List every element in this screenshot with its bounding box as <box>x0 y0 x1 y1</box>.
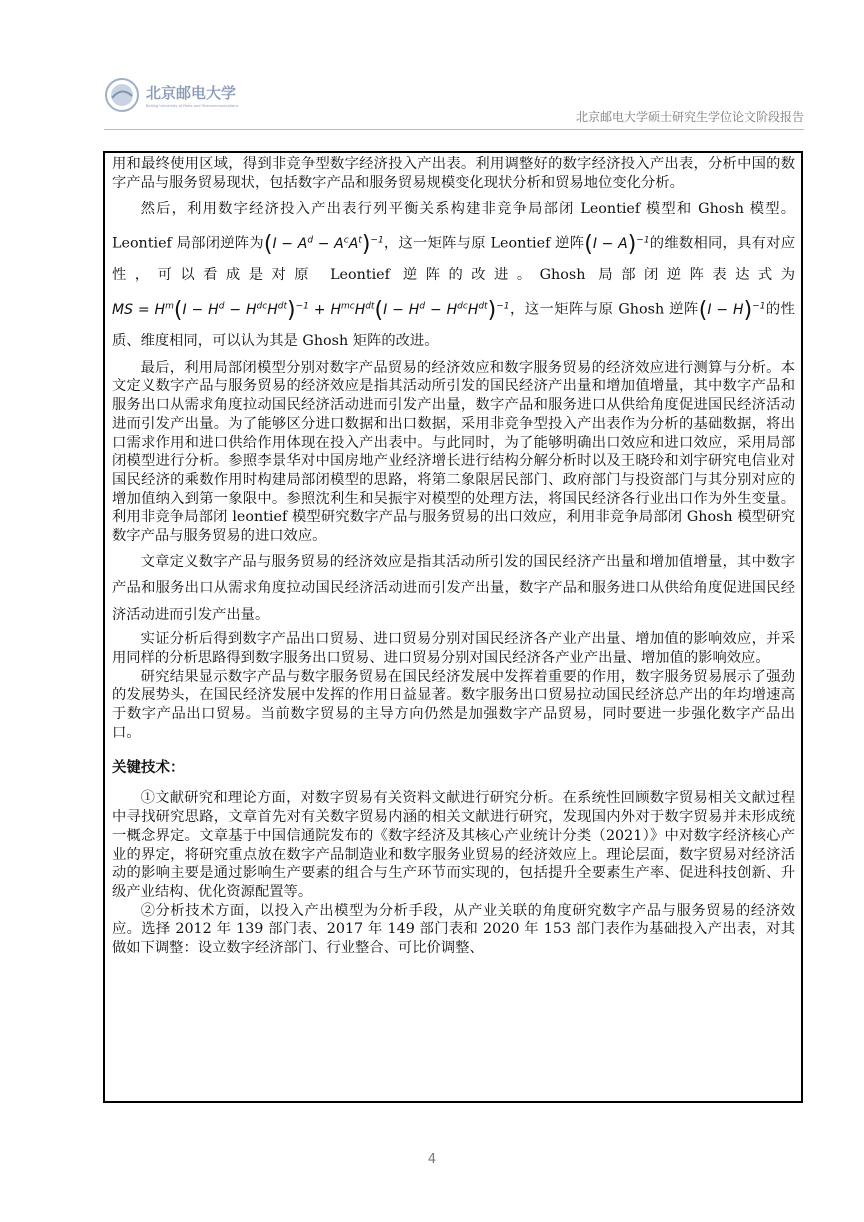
paragraph-2: 然后，利用数字经济投入产出表行列平衡关系构建非竞争局部闭 Leontief 模型和 Ghosh 模型。Leontief 局部闭逆阵为$(I - A^d - A^cA^t)^{-1}$，这一矩阵与原 Leontief 逆阵$(I - A)^{-1}$的维数相同，具有对应性，可以看成是对原 Leontief 逆阵的改进。Ghosh 局部闭逆阵表达式为MS = $H^m(I - H^d - H^{dc}H^{dt})^{-1} + H^{mc}H^{dt}(I - H^d - H^{dc}H^{dt})^{-1}$，这一矩阵与原 Ghosh 逆阵$(I - H)^{-1}$的性质、维度相同，可以认为其是 Ghosh 矩阵的改进。 <box>112 201 795 349</box>
paragraph-3: 最后，利用局部闭模型分别对数字产品贸易的经济效应和数字服务贸易的经济效应进行测算与分析。本文定义数字产品与服务贸易的经济效应是指其活动所引发的国民经济产出量和增加值增量，其中数字产品和服务出口从需求角度拉动国民经济活动进而引发产出量，数字产品和服务进口从供给角度促进国民经济活动进而引发产出量。为了能够区分进口数据和出口数据，采用非竞争型投入产出表作为分析的基础数据，将出口需求作用和进口供给作用体现在投入产出表中。与此同时，为了能够明确出口效应和进口效应，采用局部闭模型进行分析。参照李景华对中国房地产业经济增长进行结构分解分析时以及王晓玲和刘宇研究电信业对国民经济的乘数作用时构建局部闭模型的思路，将第二象限居民部门、政府部门与投资部门与其分别对应的增加值纳入到第一象限中。参照沈利生和吴振宇对模型的处理方法，将国民经济各行业出口作为外生变量。利用非竞争局部闭 leontief 模型研究数字产品与服务贸易的出口效应，利用非竞争局部闭 Ghosh 模型研究数字产品与服务贸易的进口效应。 <box>112 359 795 545</box>
report-content-frame <box>103 151 803 1103</box>
logo-text: 北京邮电大学 <box>146 84 237 102</box>
report-title: 北京邮电大学硕士研究生学位论文阶段报告 <box>575 110 804 124</box>
leontief-local-inverse-formula: $(I - A^d - A^cA^t)^{-1}$ <box>263 232 384 258</box>
paragraph-1: 用和最终使用区域，得到非竞争型数字经济投入产出表。利用调整好的数字经济投入产出表，分析中国的数字产品与服务贸易现状，包括数字产品和服务贸易规模变化现状分析和贸易地位变化分析。 <box>112 156 795 191</box>
ghosh-local-inverse-formula: MS = $H^m(I - H^d - H^{dc}H^{dt})^{-1} + H^{mc}H^{dt}(I - H^d - H^{dc}H^{dt})^{-1}$ <box>112 297 510 323</box>
key-tech-heading: 关键技术： <box>112 760 185 777</box>
paragraph-5: 实证分析后得到数字产品出口贸易、进口贸易分别对国民经济各产业产出量、增加值的影响效应，并采用同样的分析思路得到数字服务出口贸易、进口贸易分别对国民经济各产业产出量、增加值的影响效应。 <box>112 631 795 666</box>
header-divider <box>104 129 804 130</box>
page-number: 4 <box>427 1152 437 1167</box>
paragraph-7: ①文献研究和理论方面，对数字贸易有关资料文献进行研究分析。在系统性回顾数字贸易相关文献过程中寻找研究思路，文章首先对有关数字贸易内涵的相关文献进行研究，发现国内外对于数字贸易并未形成统一概念界定。文章基于中国信通院发布的《数字经济及其核心产业统计分类（2021）》中对数字经济核心产业的界定，将研究重点放在数字产品制造业和数字服务业贸易的经济效应上。理论层面，数字贸易对经济活动的影响主要是通过影响生产要素的组合与生产环节而实现的，包括提升全要素生产率、促进科技创新、升级产业结构、优化资源配置等。 <box>112 790 795 900</box>
leontief-inverse-formula: $(I - A)^{-1}$ <box>584 232 650 258</box>
paragraph-4: 文章定义数字产品与服务贸易的经济效应是指其活动所引发的国民经济产出量和增加值增量，其中数字产品和服务出口从需求角度拉动国民经济活动进而引发产出量，数字产品和服务进口从供给角度促进国民经济活动进而引发产出量。 <box>112 553 795 623</box>
university-logo <box>104 76 254 114</box>
paragraph-6: 研究结果显示数字产品与数字服务贸易在国民经济发展中发挥着重要的作用，数字服务贸易展示了强劲的发展势头，在国民经济发展中发挥的作用日益显著。数字服务出口贸易拉动国民经济总产出的年均增速高于数字产品出口贸易。当前数字贸易的主导方向仍然是加强数字产品贸易，同时要进一步强化数字产品出口。 <box>112 668 795 741</box>
logo-subtext: Beijing University of Posts and Telecommunications <box>146 104 239 108</box>
ghosh-inverse-formula: $(I - H)^{-1}$ <box>698 297 766 323</box>
paragraph-8: ②分析技术方面，以投入产出模型为分析手段，从产业关联的角度研究数字产品与服务贸易的经济效应。选择 2012 年 139 部门表、2017 年 149 部门表和 2020 年 153 部门表作为基础投入产出表，对其做如下调整：设立数字经济部门、行业整合、可比价调整、 <box>112 902 795 957</box>
